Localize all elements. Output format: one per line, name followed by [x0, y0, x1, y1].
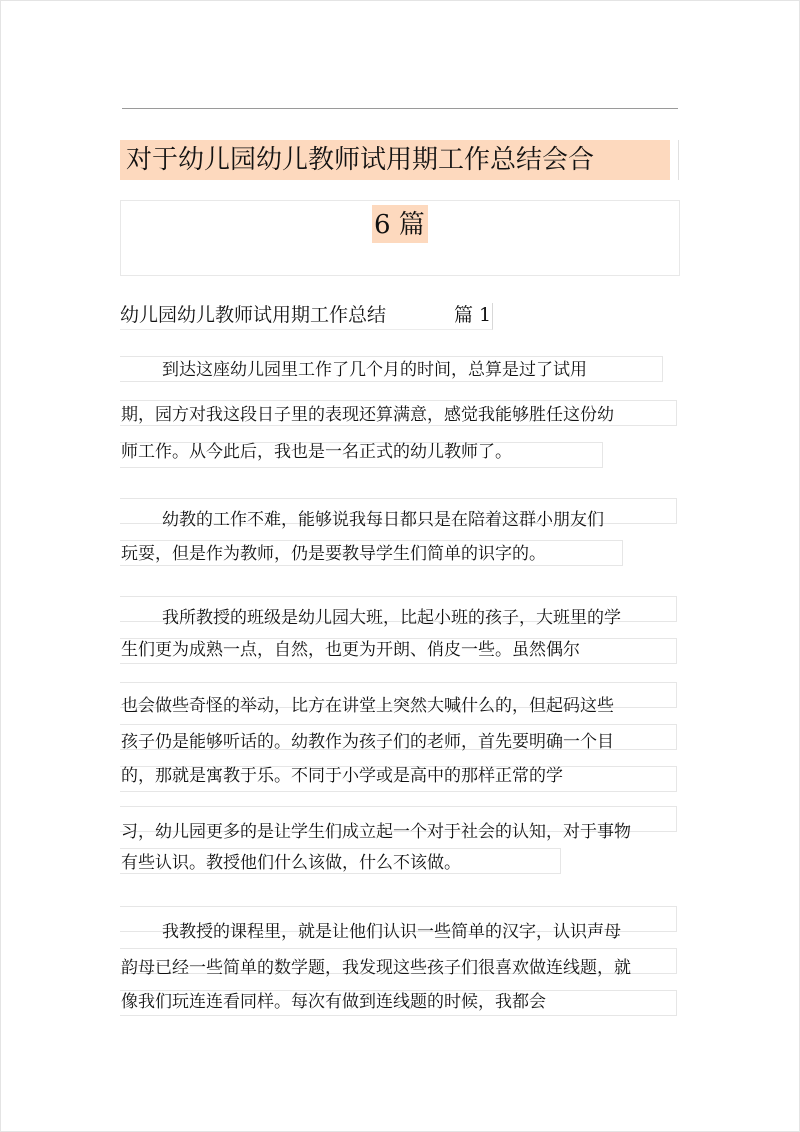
paragraph-line: 我所教授的班级是幼儿园大班，比起小班的孩子，大班里的学: [162, 608, 621, 628]
document-title: 对于幼儿园幼儿教师试用期工作总结会合: [126, 145, 595, 175]
paragraph-line: 有些认识。教授他们什么该做，什么不该做。: [121, 853, 461, 873]
paragraph-line: 韵母已经一些简单的数学题，我发现这些孩子们很喜欢做连线题，就: [121, 958, 631, 978]
paragraph-line: 的，那就是寓教于乐。不同于小学或是高中的那样正常的学: [121, 766, 563, 786]
section-heading-text: 幼儿园幼儿教师试用期工作总结: [120, 304, 387, 326]
paragraph-line: 孩子仍是能够听话的。幼教作为孩子们的老师，首先要明确一个目: [121, 732, 614, 752]
paragraph-line: 幼教的工作不难，能够说我每日都只是在陪着这群小朋友们: [162, 510, 604, 530]
paragraph-line: 玩耍，但是作为教师，仍是要教导学生们简单的识字的。: [121, 544, 546, 564]
paragraph-line: 到达这座幼儿园里工作了几个月的时间，总算是过了试用: [162, 360, 587, 380]
paragraph-line: 像我们玩连连看同样。每次有做到连线题的时候，我都会: [121, 992, 546, 1012]
paragraph-line: 期，园方对我这段日子里的表现还算满意，感觉我能够胜任这份幼: [121, 405, 614, 425]
paragraph-line: 师工作。从今此后，我也是一名正式的幼儿教师了。: [121, 442, 512, 462]
paragraph-line: 我教授的课程里，就是让他们认识一些简单的汉字，认识声母: [162, 922, 621, 942]
section-heading: [120, 303, 493, 330]
document-title-box: [120, 140, 679, 180]
paragraph-line: 生们更为成熟一点，自然，也更为开朗、俏皮一些。虽然偶尔: [121, 640, 580, 660]
paragraph-line: 也会做些奇怪的举动，比方在讲堂上突然大喊什么的，但起码这些: [121, 696, 614, 716]
header-rule: [122, 108, 678, 109]
section-heading-number: 篇 1: [454, 304, 492, 326]
document-title-continued: 6 篇: [374, 210, 425, 240]
paragraph-line: 习，幼儿园更多的是让学生们成立起一个对于社会的认知，对于事物: [121, 822, 631, 842]
document-title-continued-box: [120, 200, 680, 276]
